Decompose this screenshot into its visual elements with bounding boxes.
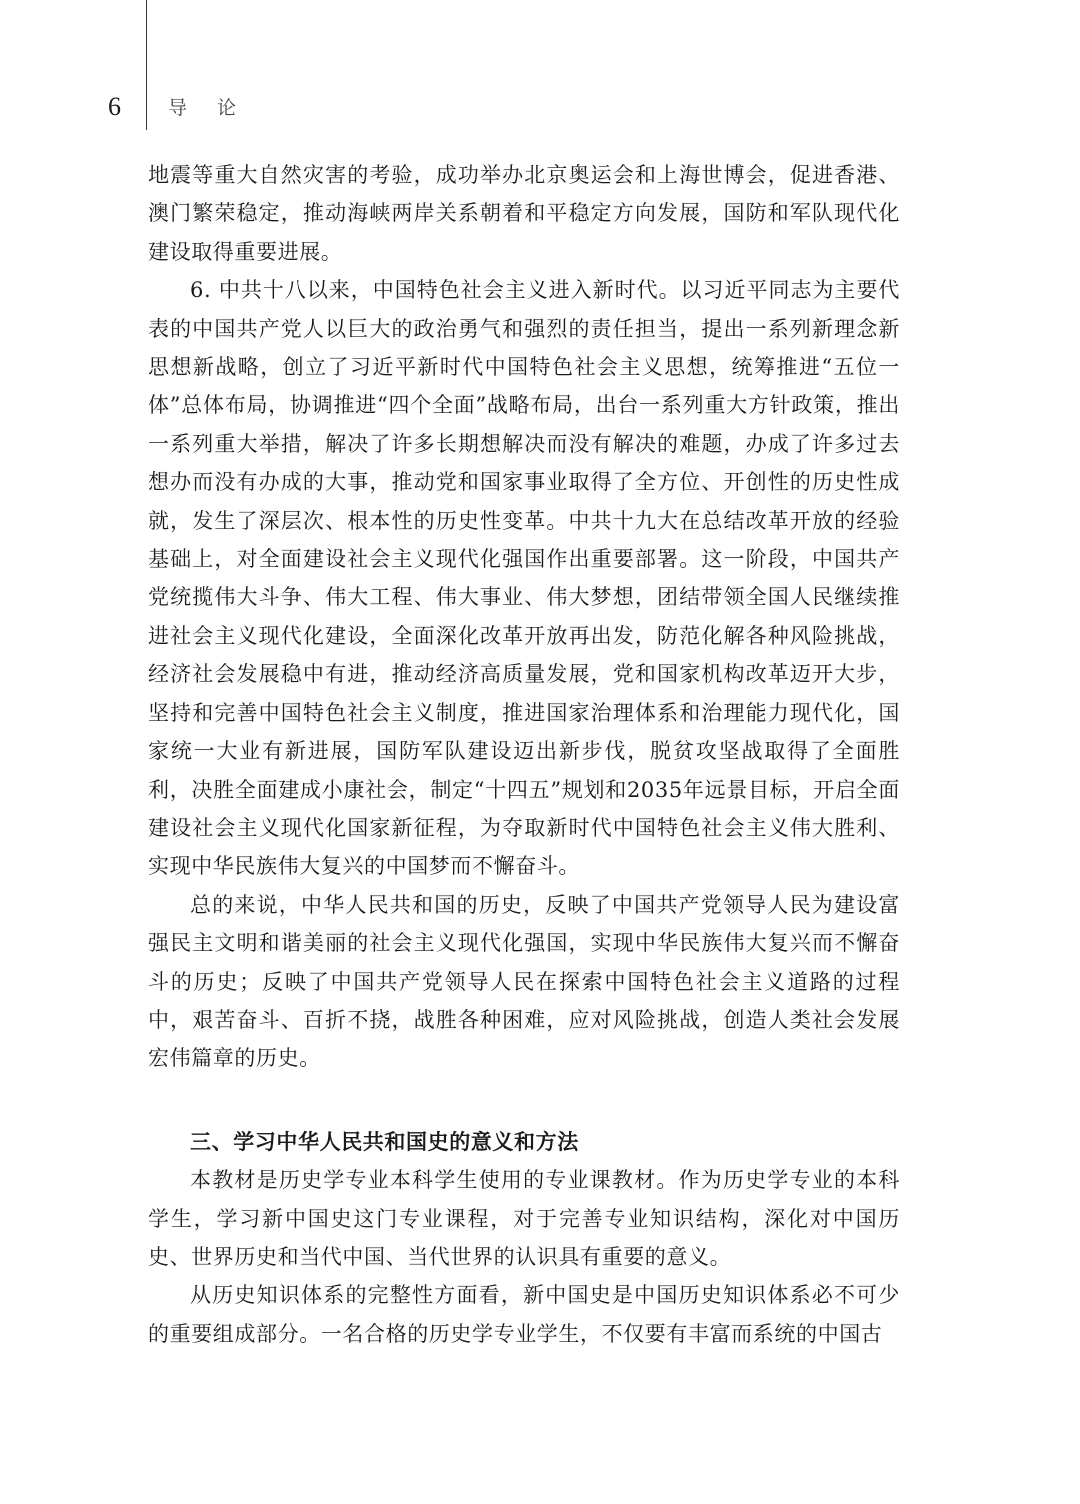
running-head: 导论 (168, 97, 267, 119)
paragraph-knowledge-system: 从历史知识体系的完整性方面看，新中国史是中国历史知识体系必不可少的重要组成部分。一名合格的历史学专业学生，不仅要有丰富而系统的中国古 (148, 1283, 900, 1346)
section-heading: 三、学习中华人民共和国史的意义和方法 (190, 1129, 579, 1154)
header-rule (146, 0, 147, 130)
paragraph-item-6: 6. 中共十八以来，中国特色社会主义进入新时代。以习近平同志为主要代表的中国共产党人以巨大的政治勇气和强烈的责任担当，提出一系列新理念新思想新战略，创立了习近平新时代中国特色社会主义思想，统筹推进“五位一体”总体布局，协调推进“四个全面”战略布局，出台一系列重大方针政策，推出一系列重大举措，解决了许多长期想解决而没有解决的难题，办成了许多过去想办而没有办成的大事，推动党和国家事业取得了全方位、开创性的历史性成就，发生了深层次、根本性的历史性变革。中共十九大在总结改革开放的经验基础上，对全面建设社会主义现代化强国作出重要部署。这一阶段，中国共产党统揽伟大斗争、伟大工程、伟大事业、伟大梦想，团结带领全国人民继续推进社会主义现代化建设，全面深化改革开放再出发，防范化解各种风险挑战，经济社会发展稳中有进，推动经济高质量发展，党和国家机构改革迈开大步，坚持和完善中国特色社会主义制度，推进国家治理体系和治理能力现代化，国家统一大业有新进展，国防军队建设迈出新步伐，脱贫攻坚战取得了全面胜利，决胜全面建成小康社会，制定“十四五”规划和2035年远景目标，开启全面建设社会主义现代化国家新征程，为夺取新时代中国特色社会主义伟大胜利、实现中华民族伟大复兴的中国梦而不懈奋斗。 (148, 278, 900, 879)
paragraph-summary: 总的来说，中华人民共和国的历史，反映了中国共产党领导人民为建设富强民主文明和谐美丽的社会主义现代化强国，实现中华民族伟大复兴而不懈奋斗的历史；反映了中国共产党领导人民在探索中国特色社会主义道路的过程中，艰苦奋斗、百折不挠，战胜各种困难，应对风险挑战，创造人类社会发展宏伟篇章的历史。 (148, 892, 900, 1071)
paragraph-textbook-intro: 本教材是历史学专业本科学生使用的专业课教材。作为历史学专业的本科学生，学习新中国史这门专业课程，对于完善专业知识结构，深化对中国历史、世界历史和当代中国、当代世界的认识具有重要的意义。 (148, 1168, 900, 1269)
body-text (148, 156, 900, 1353)
page-number: 6 (108, 92, 121, 121)
paragraph-continued: 地震等重大自然灾害的考验，成功举办北京奥运会和上海世博会，促进香港、澳门繁荣稳定，推动海峡两岸关系朝着和平稳定方向发展，国防和军队现代化建设取得重要进展。 (148, 163, 900, 264)
